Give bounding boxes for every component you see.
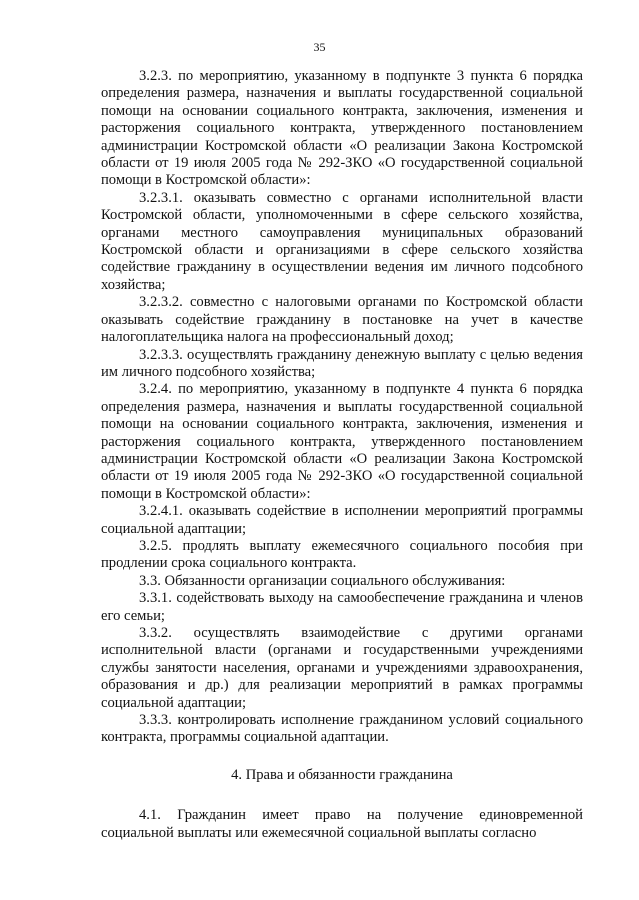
page-number: 35 [313, 40, 326, 54]
paragraph-3-2-3-3: 3.2.3.3. осуществлять гражданину денежную выплату с целью ведения им личного подсобного хозяйства; [101, 346, 583, 380]
paragraph-3-3-3: 3.3.3. контролировать исполнение гражданином условий социального контракта, программы социальной адаптации. [101, 712, 583, 746]
section-heading: 4. Права и обязанности гражданина [231, 766, 453, 783]
paragraph-3-3-1: 3.3.1. содействовать выходу на самообеспечение гражданина и членов его семьи; [101, 590, 583, 624]
paragraph-3-2-3: 3.2.3. по мероприятию, указанному в подпункте 3 пункта 6 порядка определения размера, назначения и выплаты государственной социальной помощи на основании социального контракта, заключения, изменения и расторжения социального контракта, утвержденного постановлением администрации Костромской области «О реализации Закона Костромской области от 19 июля 2005 года № 292-ЗКО «О государственной социальной помощи в Костромской области»: [101, 68, 583, 189]
document-body [101, 68, 583, 842]
paragraph-3-2-3-1: 3.2.3.1. оказывать совместно с органами исполнительной власти Костромской области, уполномоченными в сфере сельского хозяйства, органами местного самоуправления муниципальных образований Костромской области и организациями в сфере сельского хозяйства содействие гражданину в осуществлении ведения им личного подсобного хозяйства; [101, 189, 583, 293]
paragraph-3-2-4-1: 3.2.4.1. оказывать содействие в исполнении мероприятий программы социальной адаптации; [101, 503, 583, 537]
paragraph-4-1: 4.1. Гражданин имеет право на получение единовременной социальной выплаты или ежемесячной социальной выплаты согласно [101, 807, 583, 841]
paragraph-3-3-2: 3.3.2. осуществлять взаимодействие с другими органами исполнительной власти (органами и государственными учреждениями службы занятости населения, органами и учреждениями здравоохранения, образования и др.) для реализации мероприятий в рамках программы социальной адаптации; [101, 625, 583, 711]
paragraph-3-3: 3.3. Обязанности организации социального обслуживания: [139, 572, 506, 589]
paragraph-3-2-4: 3.2.4. по мероприятию, указанному в подпункте 4 пункта 6 порядка определения размера, назначения и выплаты государственной социальной помощи на основании социального контракта, заключения, изменения и расторжения социального контракта, утвержденного постановлением администрации Костромской области «О реализации Закона Костромской области от 19 июля 2005 года № 292-ЗКО «О государственной социальной помощи в Костромской области»: [101, 381, 583, 502]
paragraph-3-2-5: 3.2.5. продлять выплату ежемесячного социального пособия при продлении срока социального контракта. [101, 537, 583, 572]
paragraph-3-2-3-2: 3.2.3.2. совместно с налоговыми органами по Костромской области оказывать содействие гражданину в постановке на учет в качестве налогоплательщика налога на профессиональный доход; [101, 294, 583, 346]
